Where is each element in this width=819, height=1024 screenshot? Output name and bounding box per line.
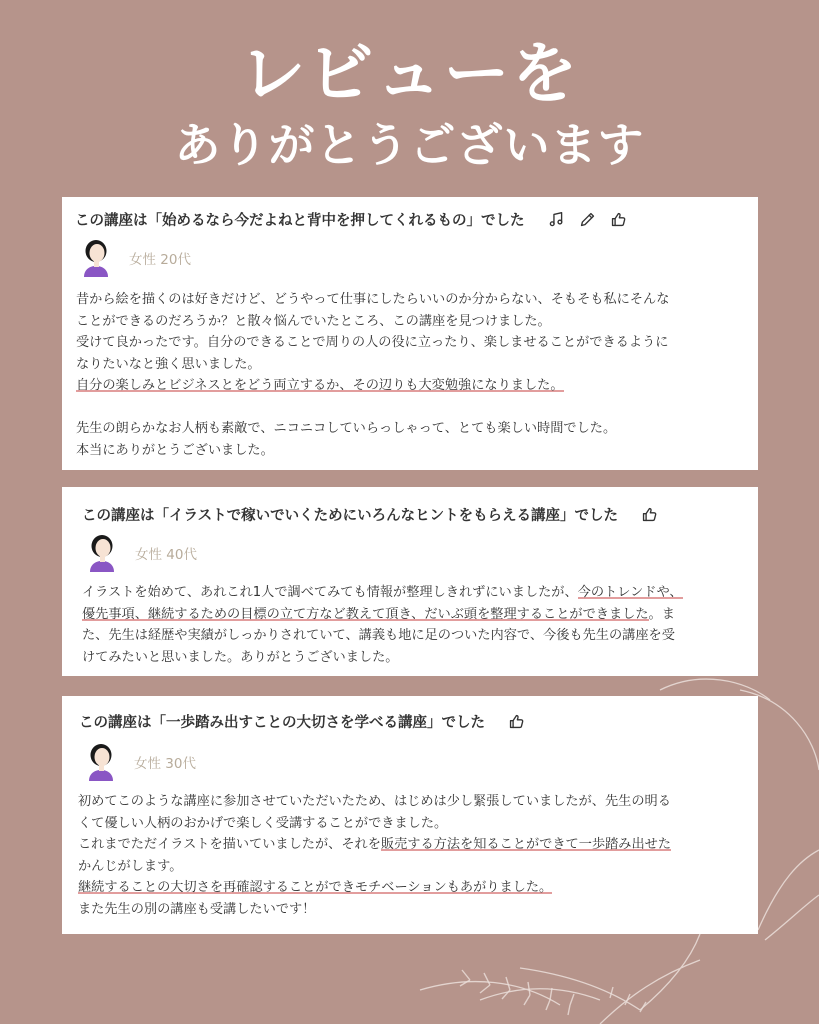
review-header [79,710,748,732]
review-text-segment: かんじがします。 [78,858,183,874]
review-line [78,813,748,835]
review-text-segment: 初めてこのような講座に参加させていただいたため、はじめは少し緊張していましたが、先生の明る [78,794,671,809]
thumbs-up-icon[interactable] [640,505,659,524]
highlighted-text: 販売する方法を知ることができて一歩踏み出せた [380,837,672,852]
review-card-1 [62,197,758,470]
review-line [78,791,748,813]
page-title: レビューを [239,35,580,112]
review-text-segment: なりたいなと強く思いました。 [76,356,261,372]
avatar [87,534,117,572]
review-line [82,647,744,669]
review-line [82,582,744,604]
review-text-segment: ことができるのだろうか？と散々悩んでいたところ、この講座を見つけました。 [76,313,551,329]
review-line [78,856,748,878]
review-text-segment: また先生の別の講座も受講したいです！ [78,901,316,917]
review-card-3 [62,696,758,934]
review-actions [547,210,628,229]
reviewer-demographic: 女性 40代 [135,547,197,563]
review-text [76,289,748,461]
review-line [78,877,748,899]
reviewer-demographic: 女性 20代 [129,252,191,268]
highlighted-text: 自分の楽しみとビジネスとをどう両立するか、その辺りも大変勉強になりました。 [76,378,564,393]
review-text-segment: これまでただイラストを描いていましたが、それを [78,837,381,852]
review-text-segment: くて優しい人柄のおかげで楽しく受講することができました。 [78,815,448,831]
thumbs-up-icon[interactable] [609,210,628,229]
reviewer-demographic: 女性 30代 [134,756,196,772]
highlighted-text: 優先事項、継続するための目標の立て方など教えて頂き、だいぶ頭を整理することができました [82,606,649,622]
review-line [76,375,748,397]
pencil-icon[interactable] [578,210,597,229]
review-header [82,503,748,525]
review-text [82,582,744,668]
review-line [82,604,744,626]
avatar [81,239,111,277]
review-card-2 [62,487,758,676]
review-title: この講座は「イラストで稼いでいくためにいろんなヒントをもらえる講座」でした [82,507,619,524]
highlighted-text: 今のトレンドや、 [577,585,683,600]
review-line [82,625,744,647]
review-line [78,899,748,921]
review-line [78,834,748,856]
review-text-segment: 受けて良かったです。自分のできることで周りの人の役に立ったり、楽しませることができるように [76,335,669,350]
review-text-segment: 先生の朗らかなお人柄も素敵で、ニコニコしていらっしゃって、とても楽しい時間でした。 [76,421,617,436]
reviewer-info [86,743,196,781]
review-text-segment: た、先生は経歴や実績がしっかりされていて、講義も地に足のついた内容で、今後も先生の講座を受 [82,628,675,643]
review-header [75,208,748,230]
review-actions [507,712,526,731]
avatar [86,743,116,781]
music-icon[interactable] [547,210,566,229]
review-title: この講座は「始めるなら今だよねと背中を押してくれるもの」でした [75,212,525,229]
review-text-segment: 昔から絵を描くのは好きだけど、どうやって仕事にしたらいいのか分からない、そもそも私にそんな [76,292,670,307]
review-text [78,791,748,920]
review-text-segment: 。ま [648,606,675,622]
review-text-segment: イラストを始めて、あれこれ1人で調べてみても情報が整理しきれずにいましたが、 [82,585,578,600]
review-text-segment: 本当にありがとうございました。 [76,442,274,458]
reviewer-info [87,534,197,572]
thumbs-up-icon[interactable] [507,712,526,731]
review-line [76,418,748,440]
page-subtitle: ありがとうございます [174,118,645,172]
review-actions [640,505,659,524]
review-line [76,354,748,376]
review-line [76,440,748,462]
review-line [76,311,748,333]
paragraph-gap [76,397,748,419]
highlighted-text: 継続することの大切さを再確認することができモチベーションもあがりました。 [78,880,553,895]
review-title: この講座は「一歩踏み出すことの大切さを学べる講座」でした [79,714,485,731]
review-line [76,332,748,354]
reviewer-info [81,239,191,277]
review-line [76,289,748,311]
review-text-segment: けてみたいと思いました。ありがとうございました。 [82,649,399,665]
